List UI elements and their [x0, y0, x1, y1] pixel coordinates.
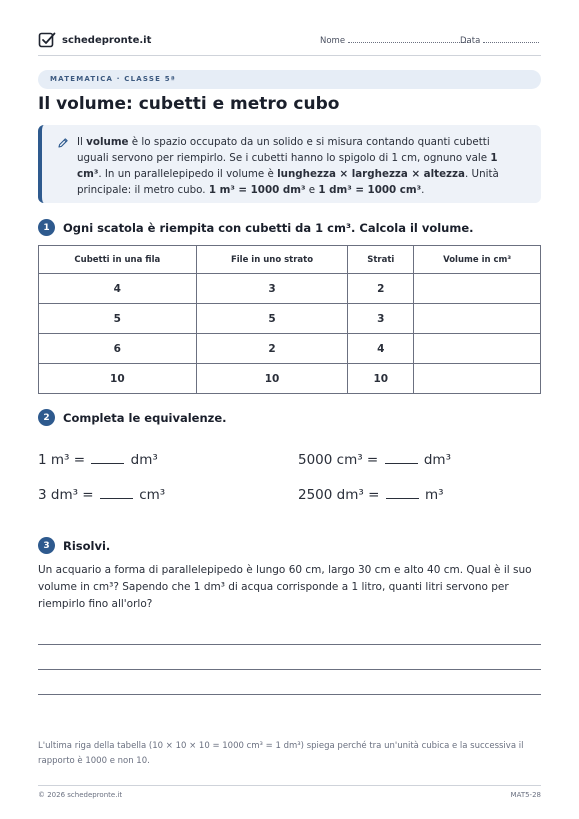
info-box	[38, 125, 541, 203]
name-label: Nome	[320, 36, 346, 46]
section-1-header	[38, 219, 474, 236]
table-row	[39, 274, 541, 304]
section-title: Completa le equivalenze.	[63, 410, 227, 425]
section-3-header	[38, 537, 110, 554]
problem-text: Un acquario a forma di parallelepipedo è lungo 60 cm, largo 30 cm e alto 40 cm. Qual è il suo volume in cm³? Sapendo che 1 dm³ di acqua corrisponde a 1 litro, quanti litri servono per riempirlo fino all'orlo?	[38, 564, 532, 610]
answer-cell[interactable]	[414, 334, 541, 364]
page-footer	[38, 785, 541, 799]
table-cell: 6	[39, 334, 197, 364]
site-logo	[38, 31, 151, 49]
pencil-icon	[57, 137, 69, 149]
date-field[interactable]	[460, 35, 539, 46]
table-cell: 3	[196, 274, 348, 304]
answer-cell[interactable]	[414, 364, 541, 394]
table-cell: 10	[196, 364, 348, 394]
answer-blank[interactable]	[386, 498, 419, 499]
answer-cell[interactable]	[414, 274, 541, 304]
footnote: L'ultima riga della tabella (10 × 10 × 10 = 1000 cm³ = 1 dm³) spiega perché tra un'unità cubica e la successiva il rapporto è 1000 e non 10.	[38, 741, 524, 766]
date-dots	[483, 35, 539, 43]
answer-blank[interactable]	[385, 463, 418, 464]
table-cell: 4	[39, 274, 197, 304]
equivalence-1: 1 m³ = dm³	[38, 452, 158, 468]
table-cell: 10	[39, 364, 197, 394]
worksheet-code: MAT5-28	[510, 791, 541, 799]
answer-cell[interactable]	[414, 304, 541, 334]
section-number: 3	[38, 537, 55, 554]
page-title: Il volume: cubetti e metro cubo	[38, 94, 340, 114]
checkbox-logo-icon	[38, 31, 56, 49]
section-title: Risolvi.	[63, 538, 111, 553]
section-number: 2	[38, 409, 55, 426]
table-cell: 3	[348, 304, 414, 334]
section-number: 1	[38, 219, 55, 236]
table-row	[39, 334, 541, 364]
column-header: Strati	[348, 246, 414, 274]
table-row	[39, 304, 541, 334]
table-header-row	[39, 246, 541, 274]
answer-line[interactable]	[38, 644, 541, 645]
column-header: File in uno strato	[196, 246, 348, 274]
subject-tag: MATEMATICA · CLASSE 5ª	[38, 70, 541, 89]
table-cell: 4	[348, 334, 414, 364]
volume-table	[38, 245, 541, 394]
table-cell: 2	[348, 274, 414, 304]
column-header: Volume in cm³	[414, 246, 541, 274]
answer-blank[interactable]	[100, 498, 133, 499]
equivalence-4: 2500 dm³ = m³	[298, 487, 444, 503]
answer-line[interactable]	[38, 694, 541, 695]
page-header	[38, 30, 541, 56]
info-text: Il volume è lo spazio occupato da un solido e si misura contando quanti cubetti uguali servono per riempirlo. Se i cubetti hanno lo spigolo di 1 cm, ognuno vale 1 cm³. In un parallelepipedo il volume è lunghezza × larghezza × altezza. Unità principale: il metro cubo. 1 m³ = 1000 dm³ e 1 dm³ = 1000 cm³.	[77, 136, 499, 196]
table-cell: 2	[196, 334, 348, 364]
table-cell: 5	[39, 304, 197, 334]
column-header: Cubetti in una fila	[39, 246, 197, 274]
copyright: © 2026 schedepronte.it	[38, 791, 123, 799]
site-name: schedepronte.it	[62, 34, 152, 46]
section-2-header	[38, 409, 227, 426]
answer-line[interactable]	[38, 669, 541, 670]
date-label: Data	[460, 36, 481, 46]
name-dots	[348, 35, 468, 43]
answer-blank[interactable]	[91, 463, 124, 464]
name-field[interactable]	[320, 35, 468, 46]
table-cell: 10	[348, 364, 414, 394]
equivalence-3: 3 dm³ = cm³	[38, 487, 166, 503]
equivalence-2: 5000 cm³ = dm³	[298, 452, 451, 468]
table-cell: 5	[196, 304, 348, 334]
section-title: Ogni scatola è riempita con cubetti da 1 cm³. Calcola il volume.	[63, 220, 474, 235]
table-row	[39, 364, 541, 394]
